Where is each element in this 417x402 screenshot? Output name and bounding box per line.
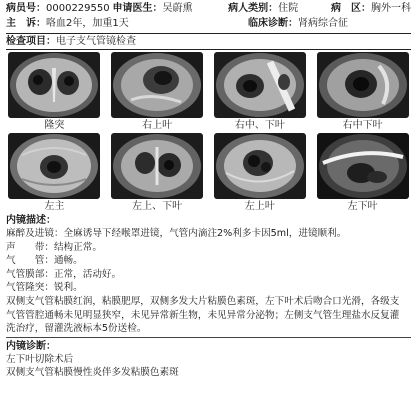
endoscopy-photo — [214, 52, 306, 118]
patient-type-value: 住院 — [278, 3, 299, 14]
image-caption: 右上叶 — [142, 120, 173, 131]
endoscopy-image-left-upper — [214, 133, 306, 199]
endoscopy-image-cell — [212, 52, 309, 133]
endoscopy-image-cell — [314, 133, 411, 214]
description-line: 气 管：通畅。 — [6, 255, 83, 267]
description-title: 内镜描述： — [6, 215, 56, 226]
description-line: 洗治疗，留灌洗液标本5份送检。 — [6, 323, 147, 335]
image-caption: 右中下叶 — [342, 120, 383, 131]
description-line: 麻醉及进镜：全麻诱导下经喉罩进镜，气管内滴注2%利多卡因5ml，进镜顺利。 — [6, 228, 347, 239]
description-line: 声 带：结构正常。 — [6, 241, 102, 253]
ward — [331, 2, 411, 16]
endoscopy-image-left-main — [8, 133, 100, 199]
diagnosis-divider — [6, 337, 411, 338]
image-caption: 右中、下叶 — [234, 120, 285, 131]
endoscopy-image-left-lower — [317, 133, 409, 199]
ward-label: 病 区： — [331, 3, 371, 14]
image-caption: 左主 — [44, 201, 65, 212]
chief-complaint-label: 主 诉： — [6, 18, 46, 29]
endoscopy-image-cell — [6, 133, 103, 214]
chief-complaint — [6, 17, 248, 31]
chief-complaint-value: 咯血2年，加重1天 — [46, 18, 129, 29]
endoscopy-photo — [214, 133, 306, 199]
image-caption: 左下叶 — [347, 201, 378, 212]
requesting-doctor-value: 吴蔚熏 — [162, 3, 193, 14]
endoscopy-image-grid — [6, 52, 411, 214]
endoscopy-image-carina — [8, 52, 100, 118]
clinical-diagnosis — [248, 17, 348, 31]
endoscopy-photo — [111, 133, 203, 199]
endoscopy-image-cell — [109, 52, 206, 133]
exam-item-value: 电子支气管镜检查 — [56, 35, 136, 47]
description-line: 气管膜部：正常，活动好。 — [6, 268, 122, 280]
endoscopy-photo — [111, 52, 203, 118]
description-line: 双侧支气管粘膜红润，粘膜肥厚，双侧多发大片粘膜色素斑，左下叶术后吻合口光滑，各级支 — [6, 295, 400, 307]
requesting-doctor-label: 申请医生： — [112, 3, 163, 14]
header-row-1 — [6, 2, 411, 17]
endoscopic-description — [6, 214, 411, 336]
endoscopy-image-cell — [314, 52, 411, 133]
patient-type — [228, 2, 331, 16]
header-row-2 — [6, 17, 411, 32]
exam-item — [6, 35, 411, 48]
endoscopy-photo — [317, 52, 409, 118]
endoscopic-diagnosis — [6, 340, 411, 380]
clinical-diagnosis-value: 肾病综合征 — [298, 18, 348, 29]
diagnosis-line: 双侧支气管粘膜慢性炎伴多发粘膜色素斑 — [6, 367, 179, 379]
endoscopy-image-cell — [6, 52, 103, 133]
description-line: 气管管腔通畅未见明显狭窄，未见异常新生物，未见异常分泌物；左侧支气管生理盐水反复灌 — [6, 309, 400, 321]
endoscopy-photo — [317, 133, 409, 199]
clinical-diagnosis-label: 临床诊断： — [248, 18, 298, 29]
image-caption: 左上、下叶 — [132, 201, 183, 212]
patient-type-label: 病人类别： — [228, 3, 279, 14]
image-caption: 左上叶 — [244, 201, 275, 212]
case-number-label: 病员号： — [6, 3, 46, 14]
endoscopy-image-right-middle-lower — [214, 52, 306, 118]
case-number — [6, 2, 113, 16]
endoscopy-image-right-upper — [111, 52, 203, 118]
diagnosis-title: 内镜诊断： — [6, 340, 56, 352]
endoscopy-image-left-upper-lower — [111, 133, 203, 199]
requesting-doctor — [113, 2, 229, 16]
diagnosis-line: 左下叶切除术后 — [6, 353, 74, 365]
ward-value: 胸外一科 — [371, 3, 411, 14]
case-number-value: 0000229550 — [46, 3, 110, 14]
endoscopy-image-right-middle-lower-2 — [317, 52, 409, 118]
exam-item-label: 检查项目： — [6, 35, 56, 47]
exam-divider — [6, 49, 411, 50]
endoscopy-image-cell — [212, 133, 309, 214]
description-line: 气管隆突：锐利。 — [6, 282, 83, 294]
endoscopy-photo — [8, 52, 100, 118]
endoscopy-photo — [8, 133, 100, 199]
endoscopy-image-cell — [109, 133, 206, 214]
image-caption: 隆突 — [44, 120, 65, 131]
